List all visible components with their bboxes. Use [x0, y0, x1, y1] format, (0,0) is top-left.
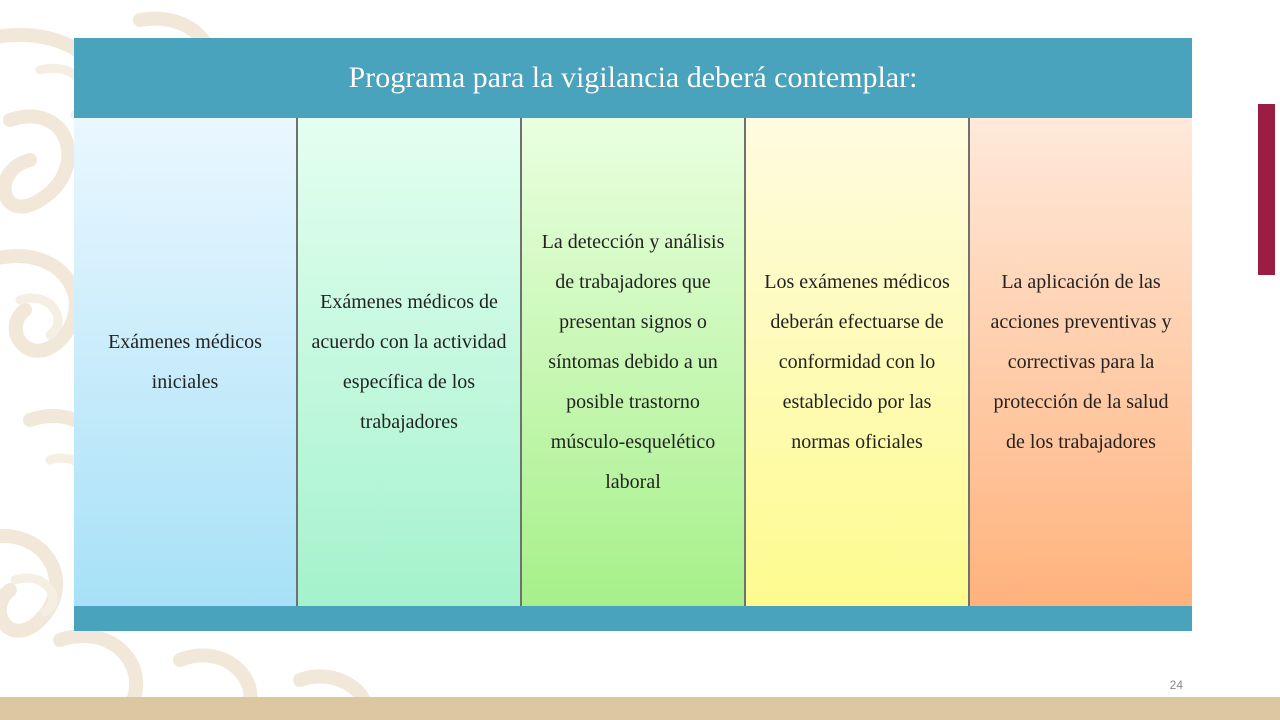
accent-side-bar — [1258, 104, 1275, 275]
column-text: La detección y análisis de trabajadores que presentan signos o síntomas debido a un posible trastorno músculo-esquelético laboral — [541, 231, 725, 493]
column-preventive-actions — [970, 118, 1192, 606]
columns-row — [74, 118, 1192, 606]
column-official-norms — [746, 118, 970, 606]
column-initial-exams — [74, 118, 298, 606]
column-text: La aplicación de las acciones preventivas y correctivas para la protección de la salud de los trabajadores — [990, 271, 1172, 453]
program-panel — [74, 38, 1192, 631]
slide-title: Programa para la vigilancia deberá contemplar: — [348, 61, 918, 94]
column-activity-exams — [298, 118, 522, 606]
column-text: Exámenes médicos de acuerdo con la actividad específica de los trabajadores — [311, 291, 507, 433]
column-text: Exámenes médicos iniciales — [108, 331, 262, 393]
footer-band — [0, 697, 1280, 720]
column-text: Los exámenes médicos deberán efectuarse de conformidad con lo establecido por las normas oficiales — [764, 271, 950, 453]
column-detection-analysis — [522, 118, 746, 606]
page-number: 24 — [1169, 678, 1183, 692]
